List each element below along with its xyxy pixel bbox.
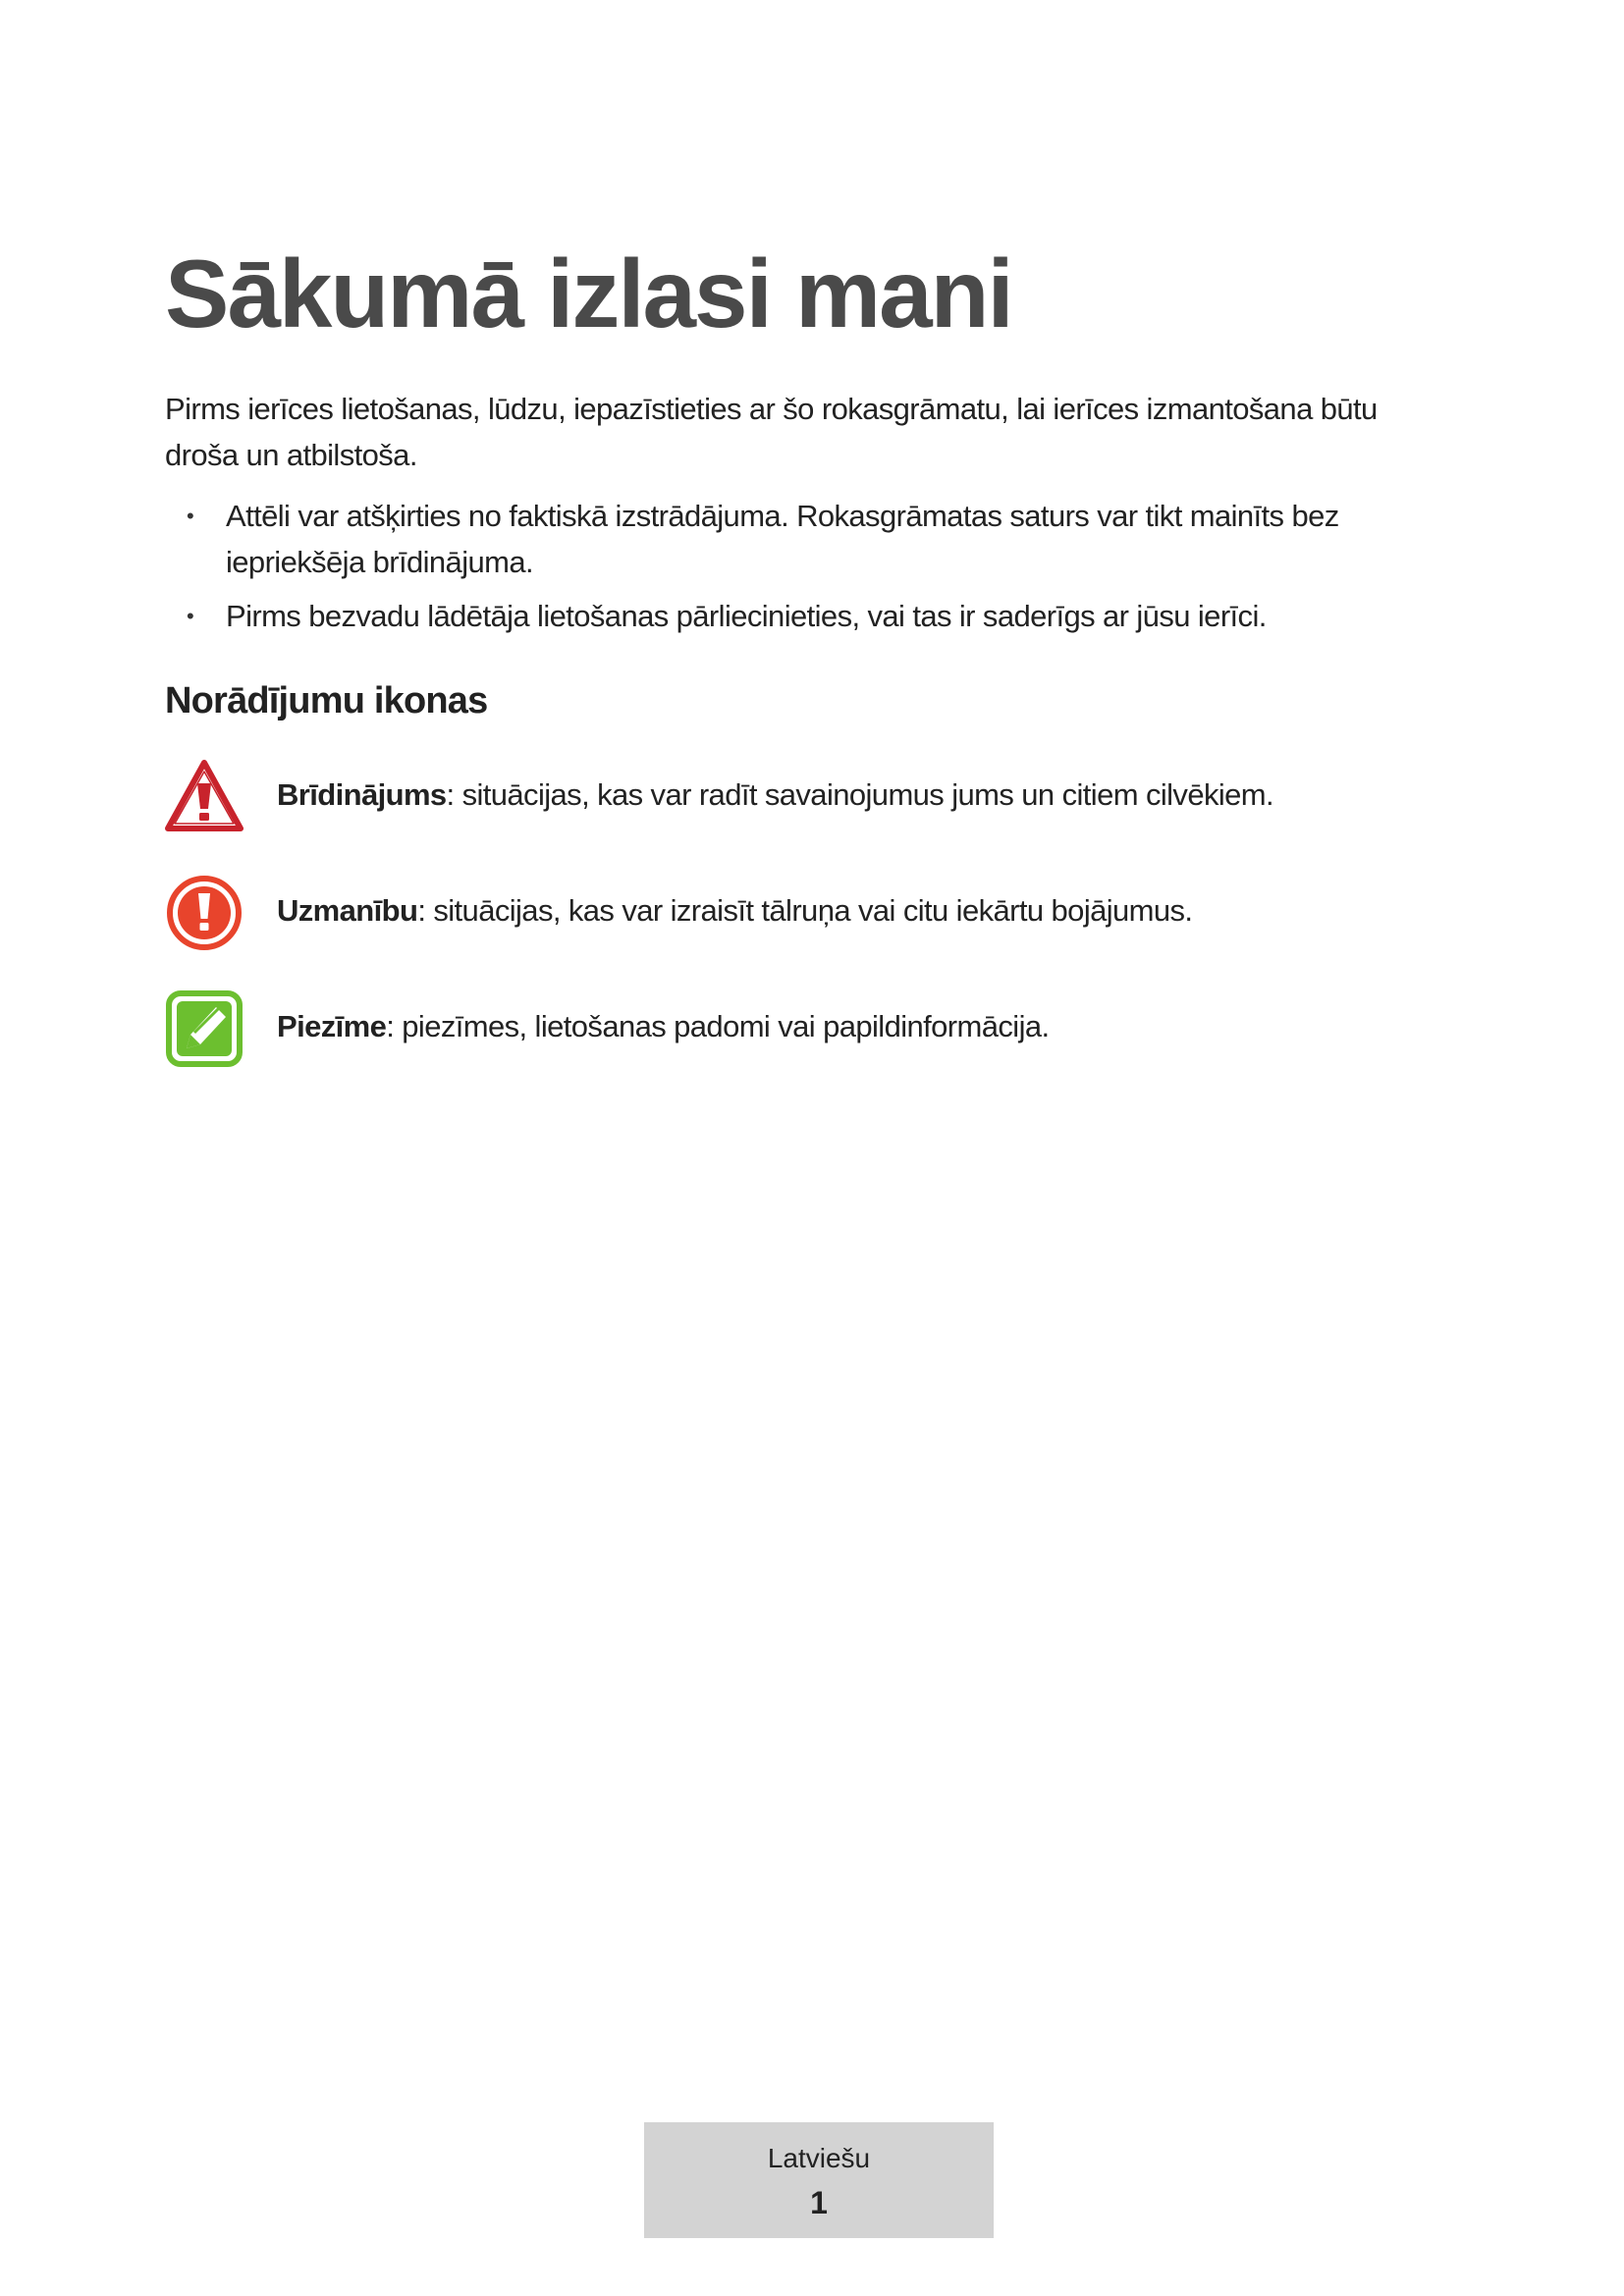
icon-legend-note <box>165 989 1441 1068</box>
page-footer <box>644 2122 994 2238</box>
section-heading: Norādījumu ikonas <box>165 680 488 721</box>
list-item <box>165 593 1451 639</box>
list-item-text: Attēli var atšķirties no faktiskā izstrādājuma. Rokasgrāmatas saturs var tikt mainīts bez iepriekšēja brīdinājuma. <box>226 499 1339 579</box>
page-number: 1 <box>810 2185 828 2220</box>
page-title: Sākumā izlasi mani <box>165 240 1012 347</box>
icon-legend-caution <box>165 874 1441 952</box>
icon-label: Brīdinājums <box>277 777 447 812</box>
bullet-icon: • <box>187 504 194 528</box>
warning-triangle-icon <box>165 758 244 836</box>
footer-language: Latviešu <box>767 2143 871 2173</box>
icon-description <box>277 775 1273 815</box>
list-item <box>165 493 1451 585</box>
intro-paragraph: Pirms ierīces lietošanas, lūdzu, iepazīstieties ar šo rokasgrāmatu, lai ierīces izmantošana būtu droša un atbilstoša. <box>165 392 1378 472</box>
icon-label: Uzmanību <box>277 893 418 928</box>
icon-text: : situācijas, kas var radīt savainojumus jums un citiem cilvēkiem. <box>446 777 1274 812</box>
note-pencil-icon <box>165 989 244 1068</box>
icon-label: Piezīme <box>277 1009 387 1043</box>
list-item-text: Pirms bezvadu lādētāja lietošanas pārliecinieties, vai tas ir saderīgs ar jūsu ierīci. <box>226 599 1267 633</box>
icon-text: : situācijas, kas var izraisīt tālruņa vai citu iekārtu bojājumus. <box>417 893 1193 928</box>
icon-description <box>277 891 1192 931</box>
icon-text: : piezīmes, lietošanas padomi vai papildinformācija. <box>386 1009 1050 1043</box>
notice-list <box>165 493 1451 647</box>
bullet-icon: • <box>187 604 194 628</box>
caution-circle-icon <box>165 874 244 952</box>
icon-legend-warning <box>165 758 1441 836</box>
icon-description <box>277 1007 1050 1046</box>
